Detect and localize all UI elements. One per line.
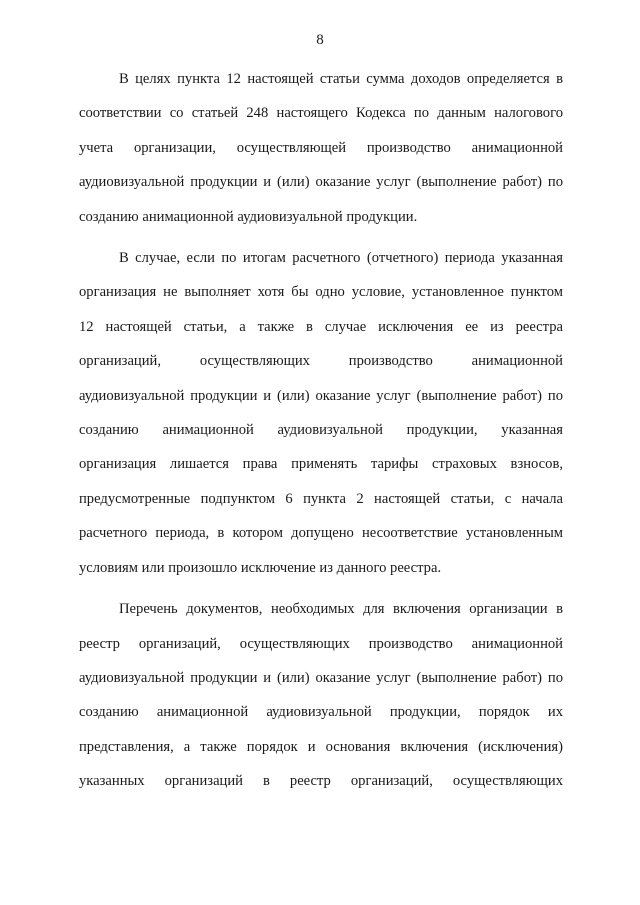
text-line: организация не выполняет хотя бы одно условие, установленное пунктом [79,284,563,301]
page-number: 8 [316,32,324,48]
paragraph-document-list [79,592,563,798]
text-line: указанных организаций в реестр организаций, осуществляющих [79,773,563,790]
text-line: соответствии со статьей 248 настоящего Кодекса по данным налогового [79,105,563,122]
text-line: В целях пункта 12 настоящей статьи сумма доходов определяется в [119,71,563,87]
text-line: аудиовизуальной продукции и (или) оказание услуг (выполнение работ) по [79,387,563,404]
text-line: аудиовизуальной продукции и (или) оказание услуг (выполнение работ) по [79,669,563,686]
text-line: 12 настоящей статьи, а также в случае исключения ее из реестра [79,318,563,335]
text-line: реестр организаций, осуществляющих производство анимационной [79,635,563,652]
text-line: организация лишается права применять тарифы страховых взносов, [79,456,563,473]
text-line: учета организации, осуществляющей производство анимационной [79,139,563,156]
text-line: созданию анимационной аудиовизуальной продукции, указанная [79,422,563,439]
paragraph-income-definition [79,62,563,234]
text-line: Перечень документов, необходимых для включения организации в [119,601,563,618]
text-line: аудиовизуальной продукции и (или) оказание услуг (выполнение работ) по [79,174,563,191]
text-line: В случае, если по итогам расчетного (отчетного) периода указанная [119,250,563,267]
document-body [79,62,563,799]
text-line: расчетного периода, в котором допущено несоответствие установленным [79,525,563,542]
text-line: созданию анимационной аудиовизуальной продукции, порядок их [79,704,563,721]
paragraph-loss-of-right [79,241,563,585]
text-line: представления, а также порядок и основания включения (исключения) [79,738,563,755]
text-line: условиям или произошло исключение из данного реестра. [79,559,442,576]
text-line: созданию анимационной аудиовизуальной продукции. [79,208,418,225]
text-line: предусмотренные подпунктом 6 пункта 2 настоящей статьи, с начала [79,490,563,507]
text-line: организаций, осуществляющих производство анимационной [79,353,563,370]
